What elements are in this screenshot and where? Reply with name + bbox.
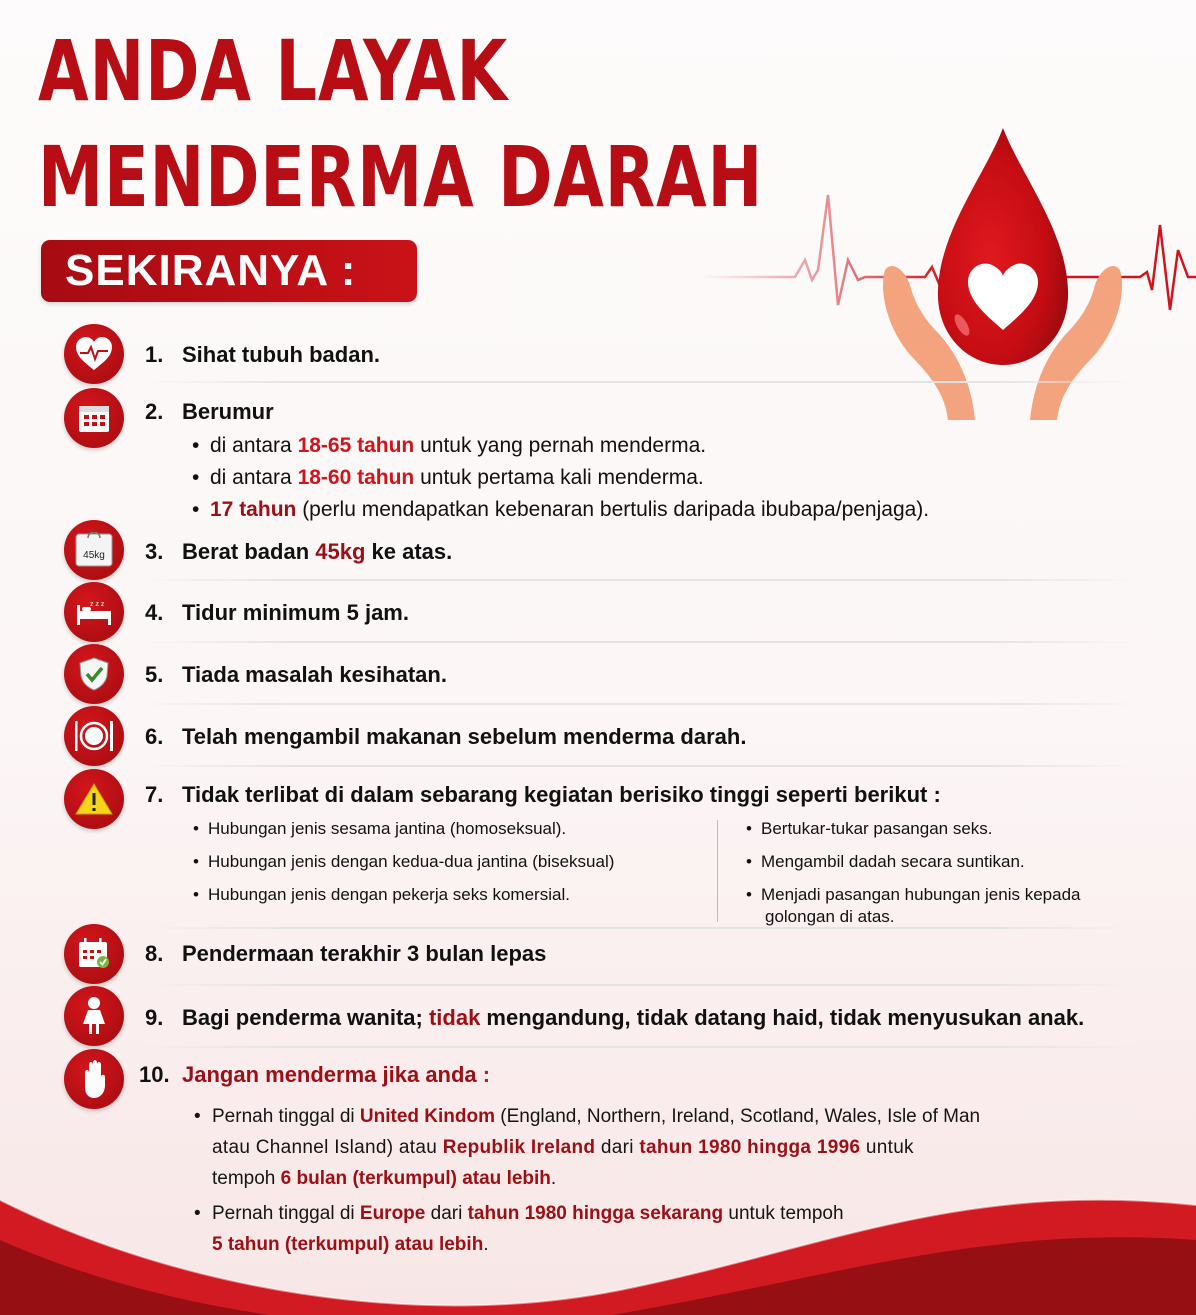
item-5-number: 5. [145, 662, 164, 687]
bullet-text: (perlu mendapatkan kebenaran bertulis daripada ibubapa/penjaga). [296, 498, 930, 521]
plate-cutlery-icon [64, 706, 124, 766]
blood-drop-in-hands-illustration [700, 120, 1196, 420]
divider [140, 765, 1140, 767]
divider [140, 381, 1140, 383]
subtitle-badge: SEKIRANYA : [41, 240, 417, 302]
risk-bullet-continued: golongan di atas. [765, 907, 895, 926]
svg-text:z z z: z z z [90, 601, 105, 608]
item-4-text: Tidur minimum 5 jam. [182, 600, 409, 625]
risk-bullet [746, 818, 993, 840]
bullet-icon: • [194, 1203, 201, 1224]
item-3-pre: Berat badan [182, 539, 316, 564]
duration-highlight: 5 tahun (terkumpul) atau lebih [212, 1234, 484, 1255]
item-9-text [182, 1005, 1084, 1031]
region-highlight: Europe [359, 1203, 426, 1224]
item-10-number: 10. [139, 1062, 170, 1087]
item-4-number: 4. [145, 600, 164, 625]
tidak-highlight: tidak [428, 1005, 481, 1030]
weighing-scale-icon [64, 520, 124, 580]
bullet-icon: • [194, 1106, 201, 1127]
bullet-text: Bertukar-tukar pasangan seks. [761, 819, 993, 838]
bullet-text: di antara [210, 434, 298, 457]
bullet-text: Hubungan jenis sesama jantina (homoseksual). [208, 819, 567, 838]
item-3-number: 3. [145, 539, 164, 564]
period-highlight: tahun 1980 hingga 1996 [639, 1137, 861, 1158]
item-3-post: ke atas. [365, 539, 453, 564]
weight-highlight: 45kg [315, 539, 366, 564]
calendar-icon [64, 388, 124, 448]
period-highlight: tahun 1980 hingga sekarang [467, 1203, 724, 1224]
bullet-icon: • [193, 885, 199, 904]
stop-hand-icon [64, 1049, 124, 1109]
bullet-icon: • [192, 434, 200, 457]
age-range-highlight: 18-60 tahun [297, 466, 415, 489]
shield-check-icon [64, 644, 124, 704]
bullet-icon: • [746, 819, 752, 838]
item-1-text: Sihat tubuh badan. [182, 342, 380, 367]
age-bullet-2 [192, 466, 704, 490]
item-9-post: mengandung, tidak datang haid, tidak menyusukan anak. [480, 1005, 1085, 1030]
item-2-text: Berumur [182, 399, 274, 424]
bullet-text: untuk yang pernah menderma. [414, 434, 707, 457]
bullet-icon: • [193, 819, 199, 838]
bullet-text: Hubungan jenis dengan kedua-dua jantina (biseksual) [208, 852, 615, 871]
age-bullet-1 [192, 434, 706, 458]
bullet-icon: • [192, 466, 200, 489]
item-10-heading: Jangan menderma jika anda [182, 1062, 477, 1087]
bullet-text: Menjadi pasangan hubungan jenis kepada [761, 885, 1081, 904]
condition-line: 5 tahun (terkumpul) atau lebih. [212, 1234, 489, 1255]
divider [140, 1046, 1140, 1048]
bullet-text: di antara [210, 466, 298, 489]
age-bullet-3 [192, 498, 929, 522]
bullet-text: Mengambil dadah secara suntikan. [761, 852, 1025, 871]
item-5-text: Tiada masalah kesihatan. [182, 662, 447, 687]
bed-sleep-icon [64, 582, 124, 642]
column-divider [717, 820, 718, 922]
calendar-check-icon [64, 924, 124, 984]
warning-icon [64, 769, 124, 829]
bullet-text: untuk pertama kali menderma. [414, 466, 704, 489]
risk-bullet [746, 851, 1025, 873]
item-1-number: 1. [145, 342, 164, 367]
item-9-pre: Bagi penderma wanita; [182, 1005, 429, 1030]
divider [140, 703, 1140, 705]
bullet-icon: • [746, 885, 752, 904]
item-3-text [182, 539, 452, 565]
woman-icon [64, 986, 124, 1046]
title-line-2: MENDERMA DARAH [38, 128, 764, 226]
item-7-number: 7. [145, 782, 164, 807]
item-6-text: Telah mengambil makanan sebelum menderma darah. [182, 724, 747, 749]
risk-bullet [193, 884, 570, 906]
risk-bullet [193, 818, 566, 840]
bullet-icon: • [193, 852, 199, 871]
page-title [38, 22, 763, 226]
duration-highlight: 6 bulan (terkumpul) atau lebih [280, 1168, 551, 1189]
item-2-number: 2. [145, 399, 164, 424]
divider [140, 927, 1140, 929]
divider [140, 984, 1140, 986]
condition-line: atau Channel Island) atau Republik Ireland dari tahun 1980 hingga 1996 untuk [212, 1137, 914, 1158]
divider [140, 641, 1140, 643]
heart-pulse-icon [64, 324, 124, 384]
item-7-text: Tidak terlibat di dalam sebarang kegiatan berisiko tinggi seperti berikut : [182, 782, 941, 807]
item-10-colon: : [476, 1062, 491, 1087]
item-6-number: 6. [145, 724, 164, 749]
age-highlight: 17 tahun [210, 498, 297, 521]
item-8-text: Pendermaan terakhir 3 bulan lepas [182, 941, 547, 966]
bullet-icon: • [746, 852, 752, 871]
condition-line: Pernah tinggal di Europe dari tahun 1980 hingga sekarang untuk tempoh [212, 1203, 844, 1224]
title-line-1: ANDA LAYAK [38, 22, 509, 120]
item-10-text [182, 1062, 490, 1088]
country-highlight: United Kindom [359, 1106, 495, 1127]
svg-text:45kg: 45kg [83, 550, 105, 561]
country-highlight: Republik Ireland [442, 1137, 596, 1158]
condition-line: tempoh 6 bulan (terkumpul) atau lebih. [212, 1168, 557, 1189]
risk-bullet [746, 884, 1080, 906]
item-9-number: 9. [145, 1005, 164, 1030]
condition-line: Pernah tinggal di United Kindom (England, Northern, Ireland, Scotland, Wales, Isle of Man [212, 1106, 981, 1127]
divider [140, 579, 1140, 581]
bottom-wave-decoration [0, 1180, 1196, 1315]
item-8-number: 8. [145, 941, 164, 966]
age-range-highlight: 18-65 tahun [297, 434, 415, 457]
bullet-text: Hubungan jenis dengan pekerja seks komersial. [208, 885, 570, 904]
risk-bullet [193, 851, 614, 873]
bullet-icon: • [192, 498, 200, 521]
